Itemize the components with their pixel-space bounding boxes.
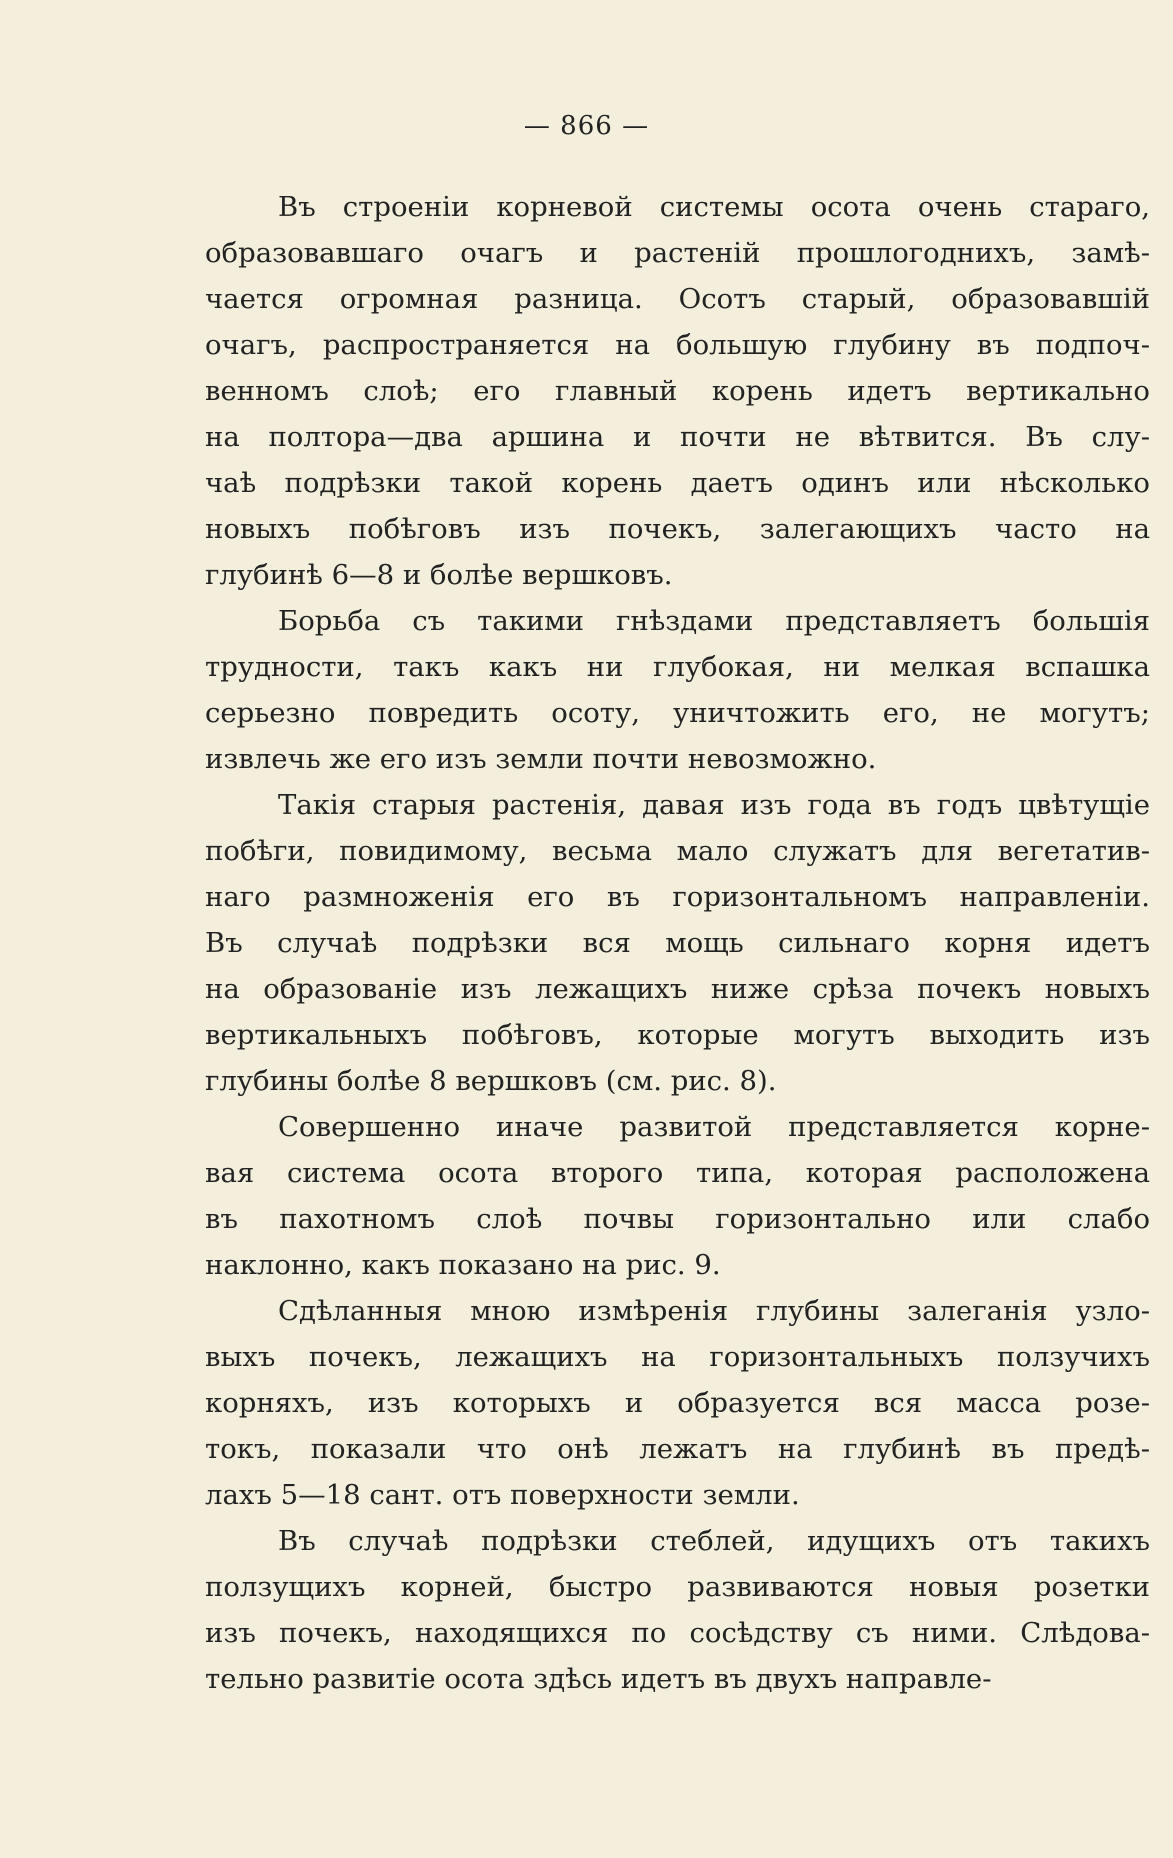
text-line: на полтора—два аршина и почти не вѣтвится. Въ слу- bbox=[205, 421, 1150, 453]
text-line: Борьба съ такими гнѣздами представляетъ большія bbox=[278, 605, 1150, 637]
text-line: изъ почекъ, находящихся по сосѣдству съ ними. Слѣдова- bbox=[205, 1617, 1150, 1649]
text-line: чается огромная разница. Осотъ старый, образовавшій bbox=[205, 283, 1150, 315]
text-line: трудности, такъ какъ ни глубокая, ни мелкая вспашка bbox=[205, 651, 1150, 683]
text-line: токъ, показали что онѣ лежатъ на глубинѣ въ предѣ- bbox=[205, 1433, 1150, 1465]
text-line: въ пахотномъ слоѣ почвы горизонтально или слабо bbox=[205, 1203, 1150, 1235]
text-line: глубинѣ 6—8 и болѣе вершковъ. bbox=[205, 559, 673, 591]
text-line: Въ строеніи корневой системы осота очень стараго, bbox=[278, 191, 1150, 223]
text-line: тельно развитіе осота здѣсь идетъ въ двухъ направле- bbox=[205, 1663, 992, 1695]
text-line: венномъ слоѣ; его главный корень идетъ вертикально bbox=[205, 375, 1150, 407]
text-line: наго размноженія его въ горизонтальномъ направленіи. bbox=[205, 881, 1150, 913]
text-line: глубины болѣе 8 вершковъ (см. рис. 8). bbox=[205, 1065, 777, 1097]
paragraph bbox=[205, 1104, 1150, 1288]
text-line: новыхъ побѣговъ изъ почекъ, залегающихъ часто на bbox=[205, 513, 1150, 545]
paragraph bbox=[205, 184, 1150, 598]
paragraph bbox=[205, 598, 1150, 782]
text-line: наклонно, какъ показано на рис. 9. bbox=[205, 1249, 721, 1281]
text-line: на образованіе изъ лежащихъ ниже срѣза почекъ новыхъ bbox=[205, 973, 1150, 1005]
paragraph bbox=[205, 782, 1150, 1104]
text-line: побѣги, повидимому, весьма мало служатъ для вегетатив- bbox=[205, 835, 1150, 867]
text-line: очагъ, распространяется на большую глубину въ подпоч- bbox=[205, 329, 1150, 361]
text-line: вая система осота второго типа, которая расположена bbox=[205, 1157, 1150, 1189]
body-text bbox=[205, 184, 1150, 1702]
text-line: лахъ 5—18 сант. отъ поверхности земли. bbox=[205, 1479, 800, 1511]
text-line: выхъ почекъ, лежащихъ на горизонтальныхъ ползучихъ bbox=[205, 1341, 1150, 1373]
text-line: извлечь же его изъ земли почти невозможно. bbox=[205, 743, 877, 775]
text-line: Сдѣланныя мною измѣренія глубины залеганія узло- bbox=[278, 1295, 1150, 1327]
paragraph bbox=[205, 1518, 1150, 1702]
text-line: образовавшаго очагъ и растеній прошлогоднихъ, замѣ- bbox=[205, 237, 1150, 269]
text-line: корняхъ, изъ которыхъ и образуется вся масса розе- bbox=[205, 1387, 1150, 1419]
text-line: чаѣ подрѣзки такой корень даетъ одинъ или нѣсколько bbox=[205, 467, 1150, 499]
page-number: — 866 — bbox=[523, 111, 650, 141]
text-line: серьезно повредить осоту, уничтожить его, не могутъ; bbox=[205, 697, 1150, 729]
text-line: вертикальныхъ побѣговъ, которые могутъ выходить изъ bbox=[205, 1019, 1150, 1051]
text-line: Въ случаѣ подрѣзки стеблей, идущихъ отъ такихъ bbox=[278, 1525, 1150, 1557]
paragraph bbox=[205, 1288, 1150, 1518]
text-line: ползущихъ корней, быстро развиваются новыя розетки bbox=[205, 1571, 1150, 1603]
text-line: Совершенно иначе развитой представляется корне- bbox=[278, 1111, 1150, 1143]
text-line: Въ случаѣ подрѣзки вся мощь сильнаго корня идетъ bbox=[205, 927, 1150, 959]
text-line: Такія старыя растенія, давая изъ года въ годъ цвѣтущіе bbox=[278, 789, 1150, 821]
